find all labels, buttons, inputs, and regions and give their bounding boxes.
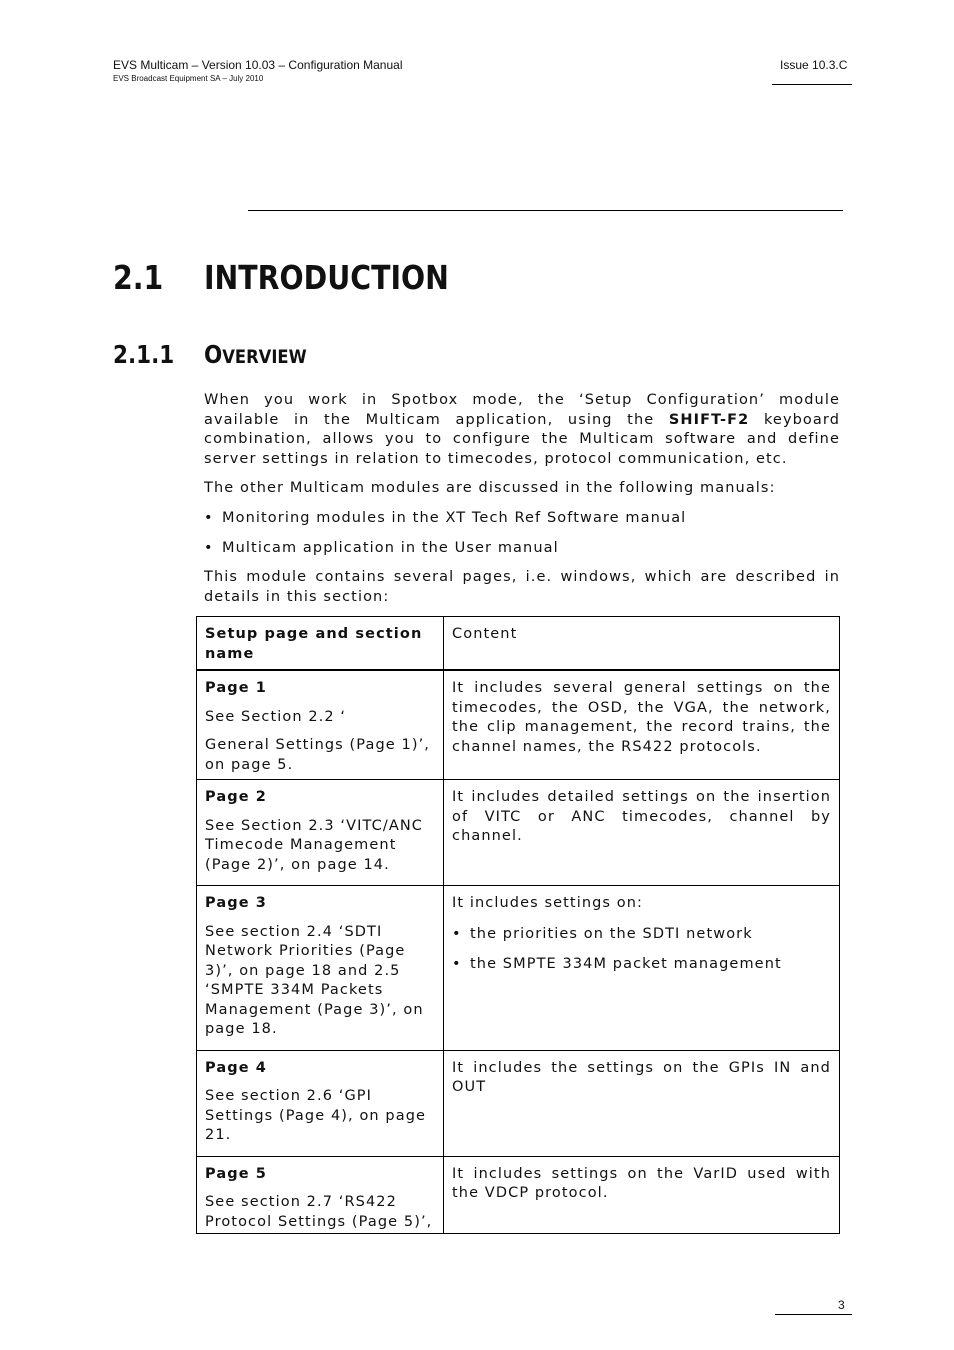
- table-header-cell: [444, 617, 840, 671]
- list-item: [452, 955, 831, 975]
- section-reference-link[interactable]: See Section 2.2 ‘: [205, 708, 347, 725]
- content-description: It includes settings on the VarID used with the VDCP protocol.: [452, 1165, 831, 1201]
- bullet-icon: •: [204, 510, 214, 526]
- table-cell: [197, 780, 444, 886]
- section-reference-link[interactable]: See section 2.6 ‘GPI Settings (Page 4), on page 21.: [205, 1088, 427, 1143]
- section-number: 2.1: [113, 258, 164, 297]
- table-cell: [444, 886, 840, 1051]
- setup-pages-table: [196, 616, 840, 1234]
- table-cell: [444, 670, 840, 780]
- subsection-number: 2.1.1: [113, 340, 175, 369]
- section-rule: [248, 210, 843, 211]
- section-title: INTRODUCTION: [204, 258, 449, 297]
- section-reference-link[interactable]: See section 2.7 ‘RS422 Protocol Settings (Page 5)’,: [205, 1194, 433, 1230]
- table-cell: [197, 886, 444, 1051]
- intro-paragraph: [204, 391, 840, 469]
- bullet-icon: •: [452, 925, 462, 942]
- table-cell: [444, 1156, 840, 1234]
- list-item-text: Monitoring modules in the XT Tech Ref Software manual: [222, 510, 687, 526]
- section-reference-link[interactable]: General Settings (Page 1)’, on page 5.: [205, 737, 431, 773]
- keyboard-shortcut: SHIFT-F2: [668, 411, 750, 428]
- table-header-cell: [197, 617, 444, 671]
- pages-paragraph: This module contains several pages, i.e. windows, which are described in details in this section:: [204, 569, 840, 605]
- table-cell: [444, 780, 840, 886]
- list-item-text: Multicam application in the User manual: [222, 540, 559, 556]
- column-header-content: Content: [452, 626, 518, 642]
- table-cell: [197, 1050, 444, 1156]
- subsection-title-initial: O: [204, 340, 223, 369]
- list-item: [452, 925, 831, 945]
- page-label: Page 5: [205, 1165, 267, 1182]
- section-reference-link[interactable]: See Section 2.3 ‘VITC/ANC Timecode Management (Page 2)’, on page 14.: [205, 817, 424, 873]
- document-header-title: EVS Multicam – Version 10.03 – Configuration Manual: [113, 58, 403, 72]
- page-label: Page 3: [205, 895, 267, 911]
- table-cell: [197, 1156, 444, 1234]
- subsection-title-rest: VERVIEW: [222, 346, 307, 368]
- bullet-icon: •: [452, 956, 462, 972]
- page-label: Page 2: [205, 789, 267, 805]
- bullet-icon: •: [204, 540, 214, 556]
- list-item-text: the priorities on the SDTI network: [470, 925, 753, 942]
- column-header-page: Setup page and section name: [205, 626, 423, 662]
- table-cell: [444, 1050, 840, 1156]
- content-description: It includes detailed settings on the insertion of VITC or ANC timecodes, channel by channel.: [452, 789, 831, 844]
- page-label: Page 4: [205, 1059, 267, 1076]
- intro-text-b: keyboard combination, allows you to configure the Multicam software and define server settings in relation to timecodes, protocol communication, etc.: [204, 411, 841, 467]
- document-header-subtitle: EVS Broadcast Equipment SA – July 2010: [113, 74, 264, 83]
- table-row: [197, 886, 840, 1051]
- content-description: It includes the settings on the GPIs IN and OUT: [452, 1059, 831, 1095]
- list-item-text: the SMPTE 334M packet management: [470, 956, 782, 972]
- modules-paragraph: The other Multicam modules are discussed in the following manuals:: [204, 480, 776, 496]
- page-label: Page 1: [205, 680, 267, 696]
- table-cell: [197, 670, 444, 780]
- section-reference-link[interactable]: See section 2.4 ‘SDTI Network Priorities (Page 3)’, on page 18 and 2.5 ‘SMPTE 334M Packets Management (Page 3)’, on page 18.: [205, 923, 424, 1037]
- document-issue-label: Issue 10.3.C: [780, 58, 848, 72]
- content-description: It includes settings on:: [452, 895, 644, 911]
- content-description: It includes several general settings on the timecodes, the OSD, the VGA, the network, the clip management, the record trains, the channel names, the RS422 protocols.: [452, 680, 831, 755]
- subsection-title: [204, 340, 307, 369]
- footer-rule: [775, 1314, 852, 1315]
- table-row: [197, 1050, 840, 1156]
- header-rule: [772, 84, 852, 85]
- table-row: [197, 1156, 840, 1234]
- page-number: 3: [838, 1298, 845, 1312]
- intro-text-a: When you work in Spotbox mode, the ‘Setup Configuration’ module available in the Multicam application, using the: [204, 392, 840, 428]
- table-row: [197, 670, 840, 780]
- table-header-row: [197, 617, 840, 671]
- table-row: [197, 780, 840, 886]
